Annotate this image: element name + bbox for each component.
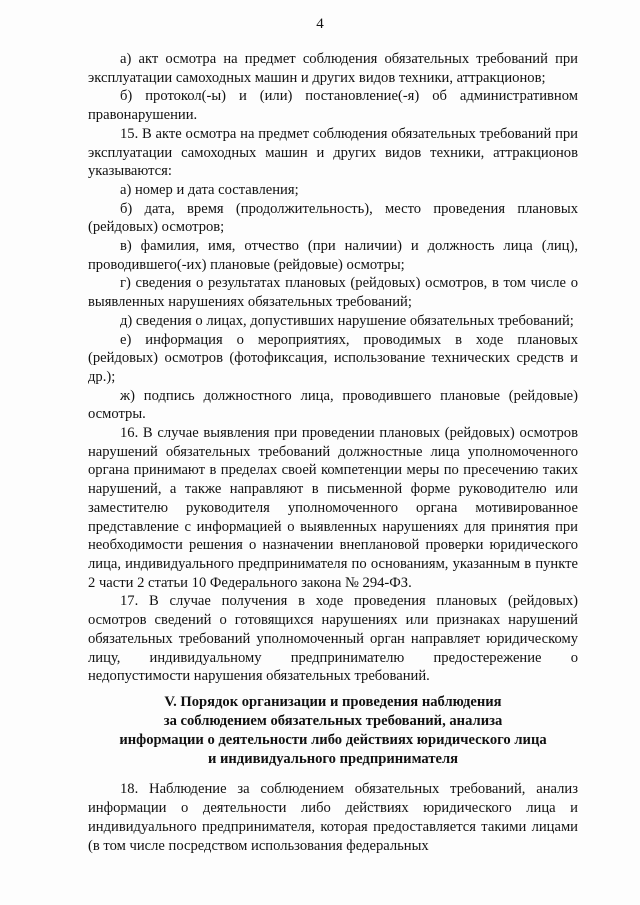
page-number: 4 [316,16,324,32]
paragraph-15-item-v: в) фамилия, имя, отчество (при наличии) и должность лица (лиц), проводившего(-их) плановые (рейдовые) осмотры; [88,238,578,273]
section-heading [88,693,578,769]
paragraph-item-a-act: а) акт осмотра на предмет соблюдения обязательных требований при эксплуатации самоходных машин и других видов техники, аттракционов; [88,51,578,86]
paragraph-15-item-b: б) дата, время (продолжительность), место проведения плановых (рейдовых) осмотров; [88,200,578,236]
paragraph-15: 15. В акте осмотра на предмет соблюдения обязательных требований при эксплуатации самоходных машин и других видов техники, аттракционов указываются: [88,125,578,180]
paragraph-15-item-d: д) сведения о лицах, допустивших нарушение обязательных требований; [120,312,574,329]
section-body [88,780,578,856]
paragraph-17: 17. В случае получения в ходе проведения плановых (рейдовых) осмотров сведений о готовящихся нарушениях или признаках нарушений обязательных требований уполномоченный орган направляет юридическому лицу, индивидуальному предпринимателю предостережение о недопустимости нарушения обязательных требований. [88,593,578,685]
section-heading-line: и индивидуального предпринимателя [207,751,459,767]
paragraph-15-item-e: е) информация о мероприятиях, проводимых в ходе плановых (рейдовых) осмотров (фотофиксация, использование технических средств и др.); [88,331,578,385]
paragraph-item-b-protocol: б) протокол(-ы) и (или) постановление(-я) об административном правонарушении. [88,88,578,124]
paragraph-18: 18. Наблюдение за соблюдением обязательных требований, анализ информации о деятельности либо действиях юридического лица и индивидуального предпринимателя, которая предоставляется такими лицами (в том числе посредством использования федеральных [88,781,578,854]
section-heading-line: за соблюдением обязательных требований, анализа [163,713,503,729]
section-heading-line: информации о деятельности либо действиях юридического лица [119,732,547,748]
paragraph-16: 16. В случае выявления при проведении плановых (рейдовых) осмотров нарушений обязательных требований должностные лица уполномоченного органа принимают в пределах своей компетенции меры по пресечению таких нарушений, а также направляют в письменной форме руководителю или заместителю руководителя уполномоченного органа мотивированное представление с информацией о выявленных нарушениях для принятия при необходимости решения о назначении внеплановой проверки юридического лица, индивидуального предпринимателя по основаниям, указанным в пункте 2 части 2 статьи 10 Федерального закона № 294-ФЗ. [88,425,578,591]
paragraph-15-item-a: а) номер и дата составления; [120,181,299,198]
paragraph-15-item-zh: ж) подпись должностного лица, проводившего плановые (рейдовые) осмотры. [88,387,578,423]
paragraph-15-item-g: г) сведения о результатах плановых (рейдовых) осмотров, в том числе о выявленных нарушениях обязательных требований; [88,275,578,311]
section-heading-line: V. Порядок организации и проведения наблюдения [164,694,502,710]
document-body [88,50,578,686]
